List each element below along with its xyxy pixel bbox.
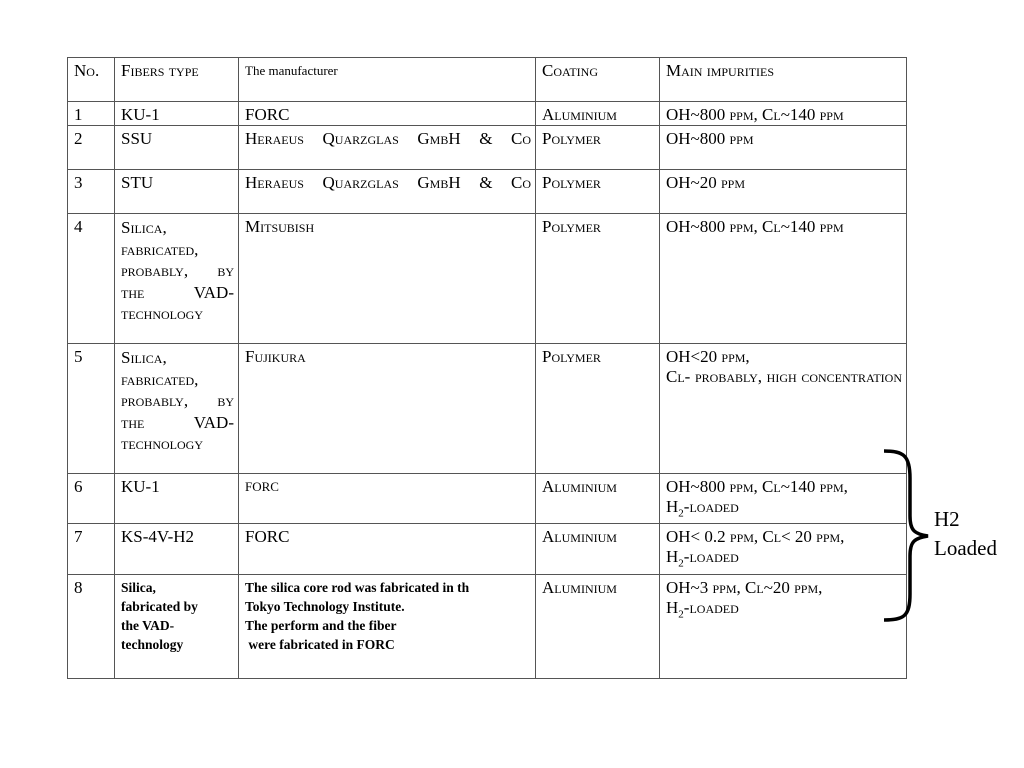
- table-row: [68, 102, 907, 126]
- cell-coating: Aluminium: [536, 574, 660, 678]
- cell-coating: Polymer: [536, 170, 660, 214]
- impurities-line: $H_2$-loaded: [666, 547, 739, 570]
- cell-fiber: [115, 574, 239, 678]
- cell-fiber: Silica, fabricated, probably, by the VAD-technology: [115, 214, 239, 344]
- cell-manufacturer: Mitsubish: [239, 214, 536, 344]
- cell-manufacturer: FORC: [239, 102, 536, 126]
- cell-coating: Polymer: [536, 214, 660, 344]
- fiber-line: technology: [121, 636, 184, 652]
- cell-no: 7: [68, 524, 115, 574]
- impurities-line: $H_2$-loaded: [666, 497, 739, 520]
- cell-impurities: [660, 474, 907, 524]
- cell-manufacturer: Fujikura: [239, 344, 536, 474]
- cell-manufacturer: FORC: [239, 474, 536, 524]
- cell-impurities: [660, 524, 907, 574]
- fiber-table: [67, 57, 907, 679]
- cell-coating: Polymer: [536, 126, 660, 170]
- cell-impurities: [660, 574, 907, 678]
- manufacturer-line: Tokyo Technology Institute.: [245, 598, 405, 614]
- cell-fiber: KU-1: [115, 474, 239, 524]
- manufacturer-line: The silica core rod was fabricated in th: [245, 579, 470, 595]
- cell-impurities: OH~20 ppm: [660, 170, 907, 214]
- header-manufacturer: The manufacturer: [239, 58, 536, 102]
- curly-brace-icon: [878, 448, 938, 623]
- cell-fiber: SSU: [115, 126, 239, 170]
- cell-coating: Aluminium: [536, 524, 660, 574]
- h2-label-line: Loaded: [934, 536, 997, 560]
- impurities-line: OH~800 ppm, Cl~140 ppm,: [666, 477, 848, 496]
- header-no: No.: [68, 58, 115, 102]
- h2-loaded-label: [934, 505, 997, 563]
- cell-coating: Polymer: [536, 344, 660, 474]
- table-row: [68, 574, 907, 678]
- h2-label-line: H2: [934, 507, 960, 531]
- cell-manufacturer: Heraeus Quarzglas GmbH & Co: [239, 126, 536, 170]
- impurities-line: $H_2$-loaded: [666, 597, 739, 621]
- header-row: [68, 58, 907, 102]
- cell-impurities: OH~800 ppm, Cl~140 ppm: [660, 102, 907, 126]
- cell-manufacturer: [239, 574, 536, 678]
- cell-no: 8: [68, 574, 115, 678]
- header-coating: Coating: [536, 58, 660, 102]
- cell-no: 5: [68, 344, 115, 474]
- cell-no: 6: [68, 474, 115, 524]
- cell-impurities: OH~800 ppm: [660, 126, 907, 170]
- cell-no: 3: [68, 170, 115, 214]
- table-row: [68, 126, 907, 170]
- fiber-line: fabricated by: [121, 598, 198, 614]
- impurities-line: OH< 0.2 ppm, Cl< 20 ppm,: [666, 527, 845, 547]
- fiber-line: the VAD-: [121, 617, 175, 633]
- cell-impurities: [660, 344, 907, 474]
- table-row: [68, 170, 907, 214]
- table-row: [68, 474, 907, 524]
- impurities-line: OH<20 ppm,: [666, 347, 750, 366]
- cell-no: 4: [68, 214, 115, 344]
- manufacturer-line: The perform and the fiber: [245, 617, 397, 633]
- cell-coating: Aluminium: [536, 102, 660, 126]
- fiber-line: Silica,: [121, 579, 156, 595]
- cell-no: 1: [68, 102, 115, 126]
- cell-fiber: KU-1: [115, 102, 239, 126]
- manufacturer-line: were fabricated in FORC: [245, 636, 395, 652]
- impurities-line: Cl- probably, high concentration: [666, 367, 902, 386]
- table-row: [68, 524, 907, 574]
- cell-fiber: KS-4V-H2: [115, 524, 239, 574]
- impurities-line: OH~3 ppm, Cl~20 ppm,: [666, 577, 823, 597]
- cell-fiber: Silica, fabricated, probably, by the VAD-technology: [115, 344, 239, 474]
- header-fibers-type: Fibers type: [115, 58, 239, 102]
- cell-manufacturer: FORC: [239, 524, 536, 574]
- cell-fiber: STU: [115, 170, 239, 214]
- cell-coating: Aluminium: [536, 474, 660, 524]
- cell-manufacturer: Heraeus Quarzglas GmbH & Co: [239, 170, 536, 214]
- table-row: [68, 214, 907, 344]
- cell-no: 2: [68, 126, 115, 170]
- header-main-impurities: Main impurities: [660, 58, 907, 102]
- cell-impurities: OH~800 ppm, Cl~140 ppm: [660, 214, 907, 344]
- table-row: [68, 344, 907, 474]
